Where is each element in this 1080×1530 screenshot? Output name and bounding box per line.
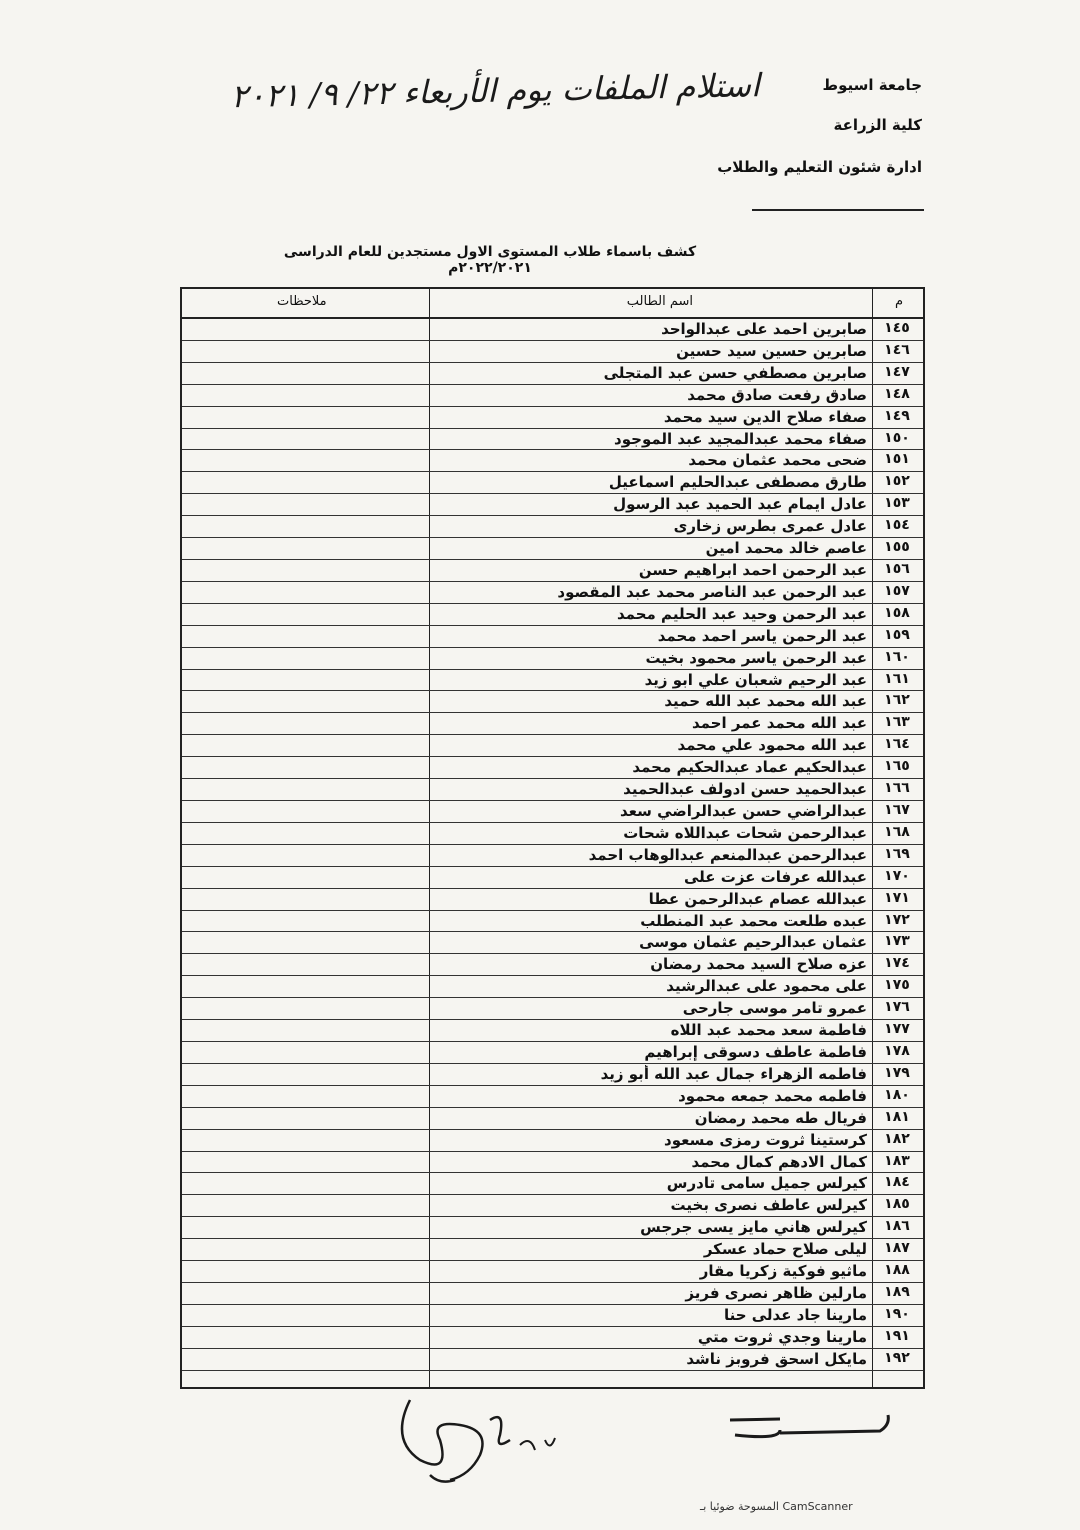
student-name: صفاء محمد عبدالمجيد عبد الموجود — [614, 429, 867, 448]
student-name: عادل ايمام عبد الحميد عبد الرسول — [613, 495, 867, 514]
row-number: ١٤٧ — [884, 363, 910, 380]
table-row — [182, 582, 923, 604]
table-row — [182, 1042, 923, 1064]
student-name: صابرين احمد على عبدالواحد — [661, 320, 867, 338]
row-number: ١٧٢ — [884, 911, 910, 928]
row-number: ١٨٦ — [884, 1218, 910, 1235]
row-number: ١٧٤ — [884, 955, 910, 972]
table-row — [182, 1327, 923, 1349]
table-row — [182, 757, 923, 779]
row-number: ١٦٢ — [884, 692, 910, 709]
row-number: ١٧٠ — [884, 867, 910, 884]
row-number: ١٥١ — [884, 451, 910, 468]
student-name: عبد الرحمن ياسر محمود بخيت — [645, 648, 867, 667]
row-number: ١٧٨ — [884, 1043, 910, 1060]
row-number: ١٦٧ — [884, 802, 910, 819]
header-name: اسم الطالب — [626, 294, 693, 309]
row-number: ١٨٠ — [884, 1086, 910, 1103]
student-name: فاطمة سعد محمد عبد اللاه — [670, 1021, 867, 1040]
student-name: مارينا جاد عدلى حنا — [723, 1305, 867, 1324]
row-number: ١٩٠ — [884, 1305, 910, 1322]
student-name: ليلى صلاح حماد عسكر — [703, 1240, 867, 1259]
row-number: ١٧٩ — [884, 1064, 910, 1081]
row-number: ١٤٦ — [884, 341, 910, 358]
row-number: ١٦٠ — [884, 648, 910, 665]
row-number: ١٨٩ — [884, 1284, 910, 1301]
table-header-row — [182, 289, 923, 319]
table-row — [182, 1349, 923, 1371]
table-row — [182, 1130, 923, 1152]
signature-left — [380, 1380, 580, 1490]
row-number: ١٧٦ — [884, 999, 910, 1016]
student-name: ماثيو فوكية زكريا مقار — [699, 1262, 867, 1281]
student-name: عادل عمرى بطرس زخارى — [673, 517, 867, 536]
table-row — [182, 911, 923, 933]
row-number: ١٨٨ — [884, 1262, 910, 1279]
student-name: عبد الرحيم شعبان علي ابو زيد — [644, 670, 867, 689]
table-row — [182, 363, 923, 385]
student-name: فاطمه الزهراء جمال عبد الله أبو زيد — [600, 1064, 867, 1083]
row-number: ١٨٧ — [884, 1240, 910, 1257]
table-row — [182, 735, 923, 757]
student-name: عبدالراضي حسن عبدالراضي سعد — [619, 802, 867, 821]
student-name: عثمان عبدالرحيم عثمان موسى — [639, 933, 867, 952]
row-number: ١٧٥ — [884, 977, 910, 994]
table-row — [182, 626, 923, 648]
scanner-watermark: المسوحة ضوئيا بـ CamScanner — [700, 1500, 853, 1513]
header-notes: ملاحظات — [277, 294, 327, 309]
student-name: عبدالحكيم عماد عبدالحكيم محمد — [632, 758, 867, 777]
table-row — [182, 1108, 923, 1130]
table-row — [182, 450, 923, 472]
table-row — [182, 1261, 923, 1283]
table-row — [182, 889, 923, 911]
table-row — [182, 429, 923, 451]
list-caption: كشف باسماء طلاب المستوى الاول مستجدين للعام الدراسى ٢٠٢٢/٢٠٢١م — [283, 244, 697, 276]
table-row — [182, 1195, 923, 1217]
table-row — [182, 867, 923, 889]
department-name: ادارة شئون التعليم والطلاب — [717, 158, 922, 176]
student-name: ضحى محمد عثمان محمد — [688, 451, 867, 470]
student-name: صابرين حسين سيد حسين — [676, 341, 867, 360]
student-name: عزه صلاح السيد محمد رمضان — [650, 955, 867, 974]
student-name: كرستينا ثروت رمزى مسعود — [664, 1130, 867, 1149]
student-name: عبد الرحمن وحيد عبد الحليم محمد — [617, 604, 867, 623]
table-row — [182, 823, 923, 845]
student-name: كمال الادهم كمال محمد — [691, 1152, 867, 1171]
student-name: عبده طلعت محمد عبد المنطلب — [640, 911, 867, 930]
student-name: عبدالله عرفات عزت على — [684, 867, 867, 886]
student-name: عبد الرحمن ياسر احمد محمد — [657, 626, 867, 645]
table-row — [182, 976, 923, 998]
table-row — [182, 1064, 923, 1086]
row-number: ١٨٢ — [884, 1130, 910, 1147]
row-number: ١٩١ — [884, 1327, 910, 1344]
handwritten-title: استلام الملفات يوم الأربعاء ٢٢/ ٩/ ٢٠٢١ — [230, 66, 761, 116]
student-name: عاصم خالد محمد امين — [705, 539, 867, 558]
row-number: ١٦٥ — [884, 758, 910, 775]
row-number: ١٨١ — [884, 1108, 910, 1125]
student-name: فاطمه محمد جمعه محمود — [678, 1086, 867, 1105]
student-name: مارينا وجدي ثروت متي — [697, 1327, 867, 1346]
row-number: ١٦٦ — [884, 780, 910, 797]
table-row — [182, 1020, 923, 1042]
student-name: عبدالله عصام عبدالرحمن عطا — [648, 889, 867, 908]
row-number: ١٥٥ — [884, 539, 910, 556]
table-row — [182, 538, 923, 560]
table-row — [182, 670, 923, 692]
student-name: طارق مصطفى عبدالحليم اسماعيل — [608, 473, 867, 492]
table-row — [182, 1086, 923, 1108]
student-name: مارلين ظاهر نصرى فريز — [685, 1284, 867, 1303]
student-name: فاطمة عاطف دسوقى إبراهيم — [644, 1043, 867, 1062]
table-row — [182, 1152, 923, 1174]
student-name: على محمود على عبدالرشيد — [666, 977, 867, 996]
table-row — [182, 779, 923, 801]
row-number: ١٥٦ — [884, 561, 910, 577]
table-row — [182, 691, 923, 713]
student-name: صابرين مصطفي حسن عبد المتجلى — [603, 363, 867, 382]
row-number: ١٧١ — [884, 889, 910, 906]
table-row — [182, 407, 923, 429]
table-row — [182, 998, 923, 1020]
row-number: ١٥٢ — [884, 473, 910, 490]
row-number: ١٤٨ — [884, 385, 910, 402]
student-name: عبدالحميد حسن ادولف عبدالحميد — [623, 780, 867, 799]
table-row — [182, 801, 923, 823]
row-number: ١٦٩ — [884, 845, 910, 862]
row-number: ١٦١ — [884, 670, 910, 687]
university-name: جامعة اسيوط — [822, 76, 922, 94]
table-row — [182, 385, 923, 407]
table-row — [182, 1173, 923, 1195]
students-table — [180, 287, 925, 1389]
row-number: ١٥٤ — [884, 517, 910, 534]
student-name: عبد الله محمد عبد الله حميد — [664, 692, 867, 711]
row-number: ١٨٥ — [884, 1196, 910, 1213]
table-row — [182, 713, 923, 735]
row-number: ١٦٨ — [884, 823, 910, 840]
table-row — [182, 932, 923, 954]
table-row — [182, 604, 923, 626]
row-number: ١٩٢ — [884, 1349, 910, 1366]
row-number: ١٨٤ — [884, 1174, 910, 1191]
header-num: م — [894, 294, 903, 309]
student-name: عمرو تامر موسى جارحى — [682, 999, 867, 1018]
row-number: ١٥٧ — [884, 582, 910, 599]
student-name: عبد الرحمن عبد الناصر محمد عبد المقصود — [557, 582, 867, 601]
row-number: ١٤٩ — [884, 407, 910, 424]
table-row — [182, 1283, 923, 1305]
table-row — [182, 472, 923, 494]
table-row — [182, 648, 923, 670]
row-number: ١٤٥ — [884, 320, 910, 336]
row-number: ١٨٣ — [884, 1152, 910, 1169]
row-number: ١٦٣ — [884, 714, 910, 731]
row-number: ١٥٨ — [884, 604, 910, 621]
signature-right — [720, 1405, 900, 1455]
student-name: فريال طه محمد رمضان — [694, 1108, 867, 1127]
faculty-name: كلية الزراعة — [833, 116, 922, 134]
header-underline — [752, 209, 924, 211]
row-number: ١٦٤ — [884, 736, 910, 753]
table-row — [182, 341, 923, 363]
row-number: ١٥٣ — [884, 495, 910, 512]
table-row — [182, 845, 923, 867]
table-row — [182, 319, 923, 341]
student-name: مايكل اسحق فروبز ناشد — [686, 1349, 867, 1368]
table-row — [182, 1305, 923, 1327]
student-name: كيرلس عاطف نصرى بخيت — [670, 1196, 867, 1215]
student-name: صادق رفعت صادق محمد — [687, 385, 867, 404]
row-number: ١٥٠ — [884, 429, 910, 446]
table-row — [182, 1217, 923, 1239]
student-name: كيرلس جميل سامى تادرس — [666, 1174, 867, 1193]
student-name: عبد الرحمن احمد ابراهيم حسن — [638, 561, 867, 579]
table-row — [182, 560, 923, 582]
student-name: كيرلس هاني مايز يسى جرجس — [640, 1218, 867, 1237]
row-number: ١٧٣ — [884, 933, 910, 950]
student-name: عبد الله محمود علي محمد — [677, 736, 867, 755]
table-row — [182, 516, 923, 538]
table-row — [182, 954, 923, 976]
row-number: ١٥٩ — [884, 626, 910, 643]
table-row — [182, 494, 923, 516]
student-name: صفاء صلاح الدين سيد محمد — [663, 407, 867, 426]
student-name: عبدالرحمن عبدالمنعم عبدالوهاب احمد — [588, 845, 867, 864]
student-name: عبدالرحمن شحات عبداللاه شحات — [623, 823, 867, 842]
table-row — [182, 1239, 923, 1261]
student-name: عبد الله محمد عمر احمد — [691, 714, 867, 733]
row-number: ١٧٧ — [884, 1021, 910, 1038]
